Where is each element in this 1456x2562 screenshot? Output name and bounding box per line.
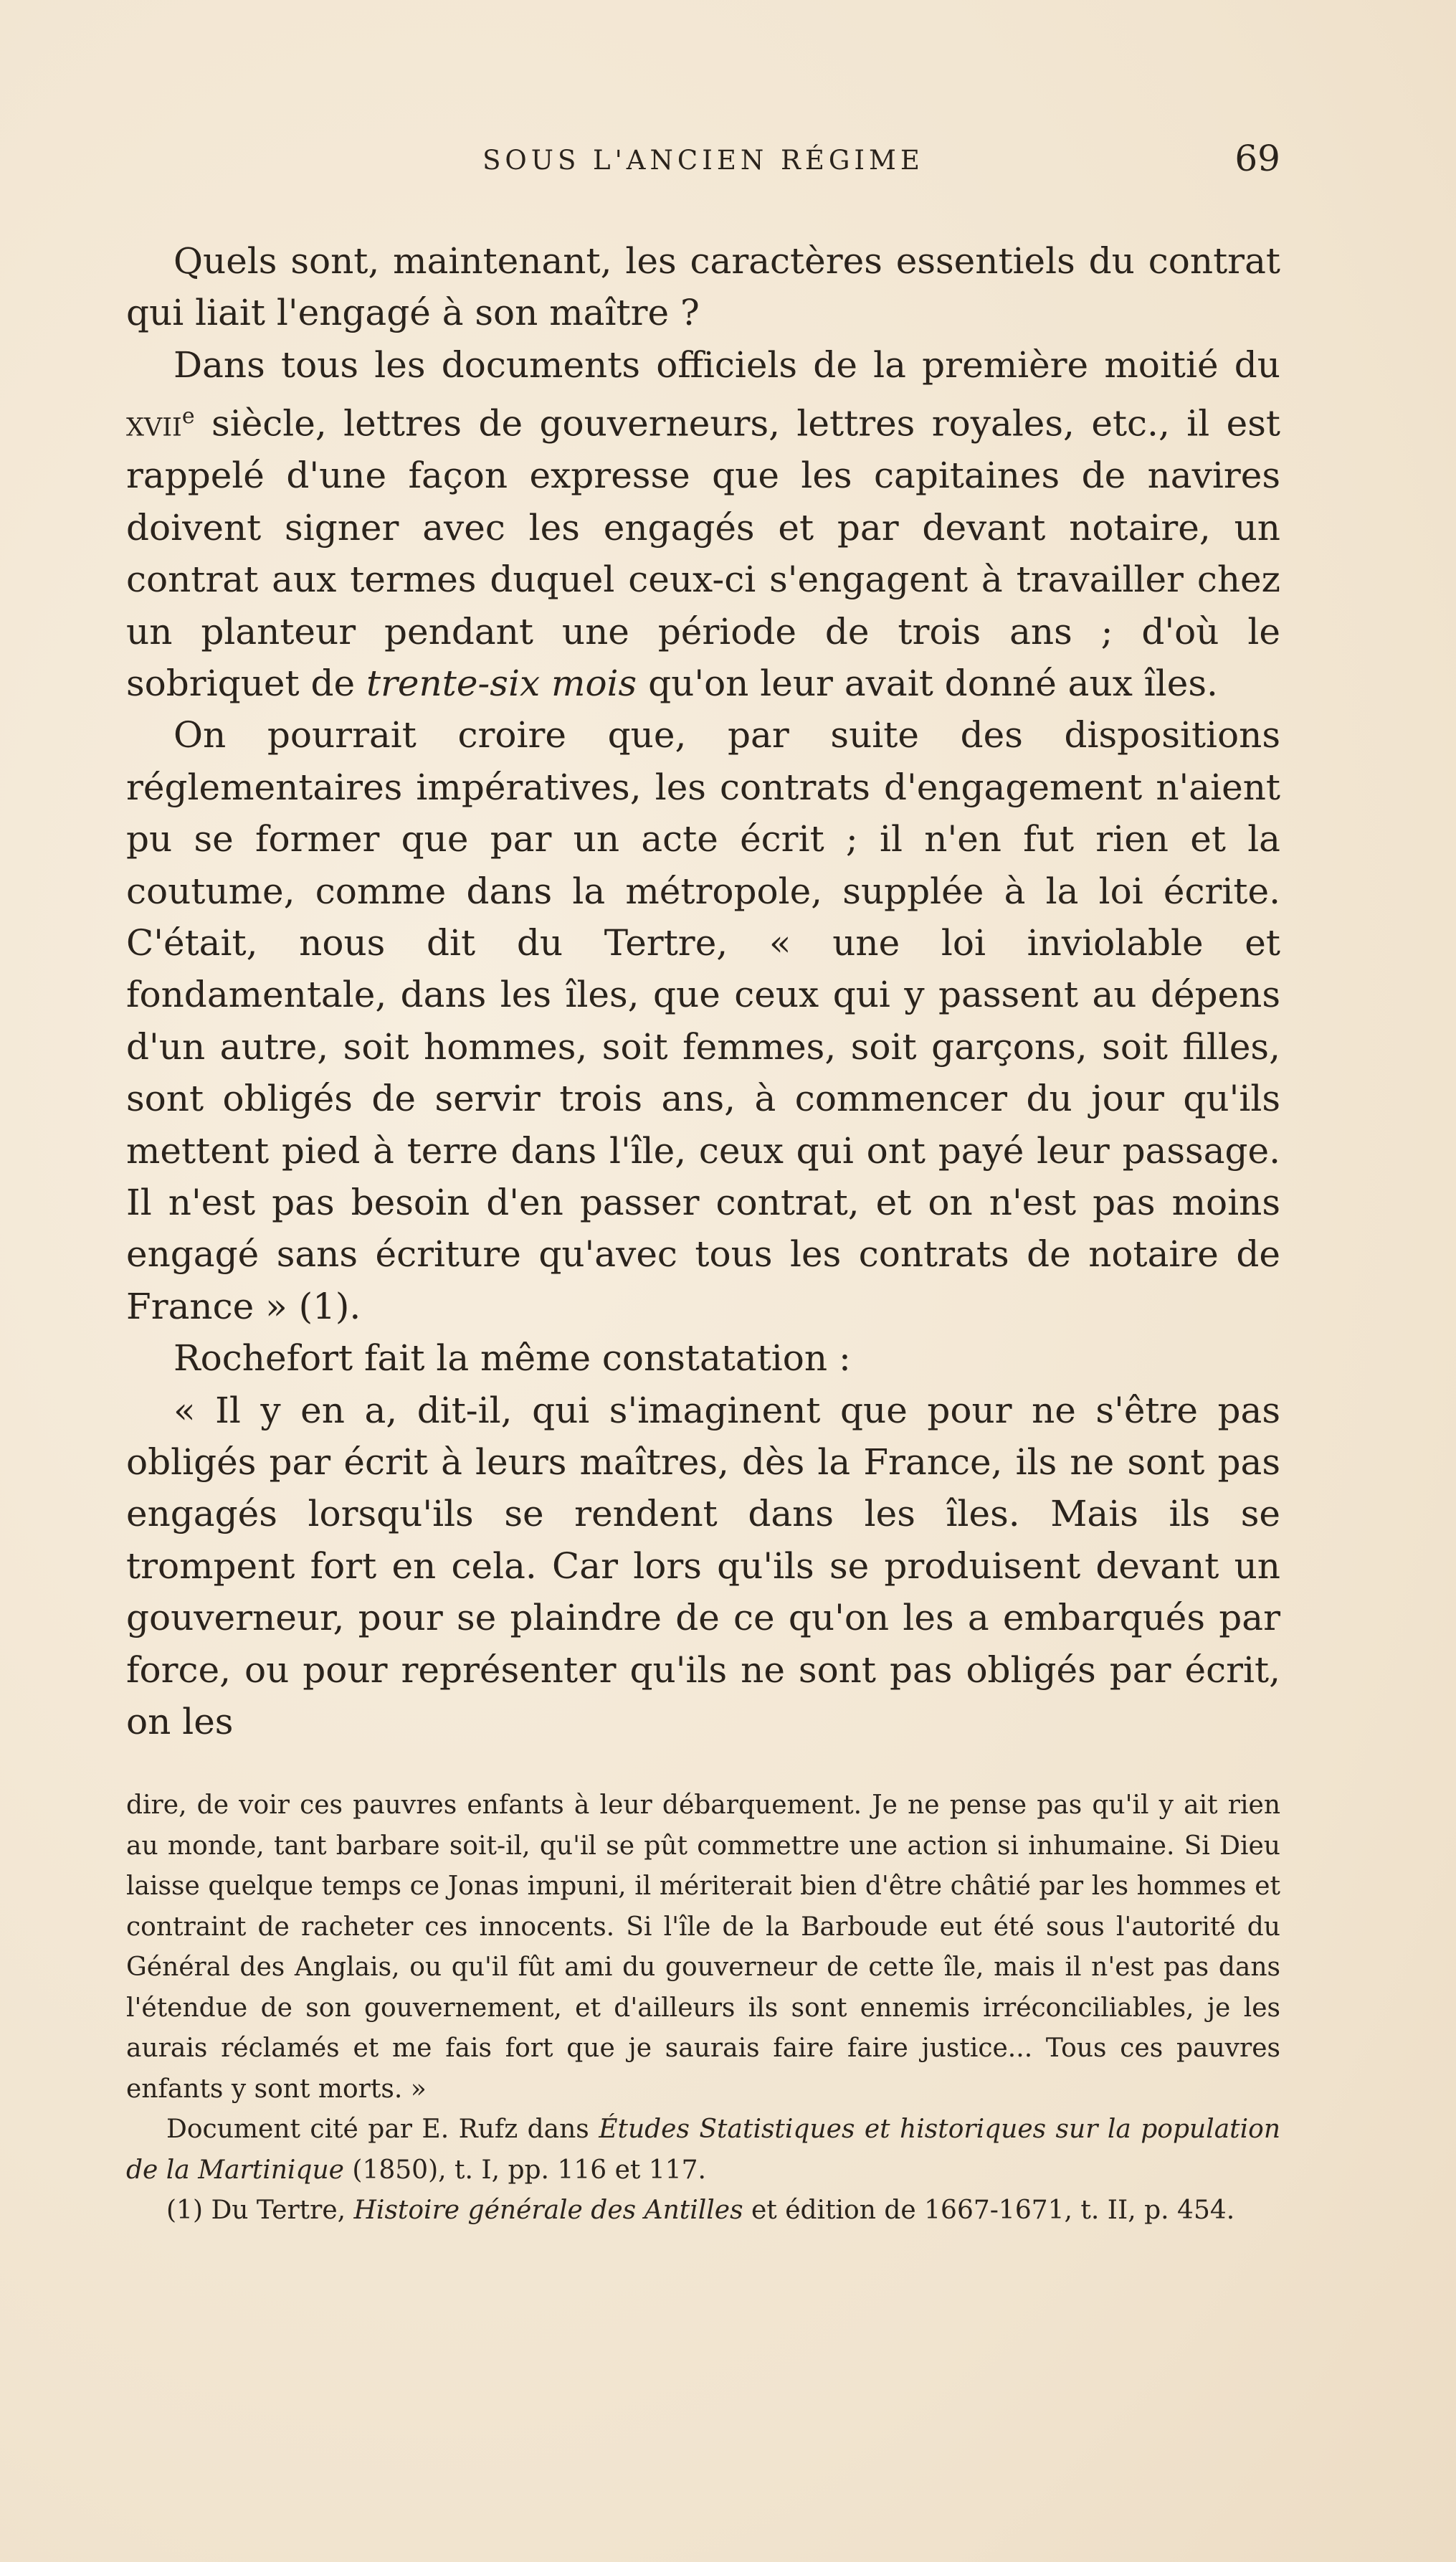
paragraph-2 [126,339,1280,710]
footnote-1 [126,2191,1280,2231]
century-numeral: xvii [126,402,182,445]
paragraph-4: Rochefort fait la même constatation : [173,1337,851,1380]
footnotes [126,1785,1280,2231]
running-title: SOUS L'ANCIEN RÉGIME [482,145,924,176]
paragraph-1: Quels sont, maintenant, les caractères essentiels du contrat qui liait l'engagé à son maître ? [126,240,1280,334]
footnote-source [126,2110,1280,2191]
page-header [126,138,1280,188]
paragraph-2-end: qu'on leur avait donné aux îles. [637,662,1218,704]
footnote-1-title: Histoire générale des Antilles [353,2196,743,2225]
paragraph-2-text-cont: siècle, lettres de gouverneurs, lettres royales, etc., il est rappelé d'une façon expresse que les capitaines de navires doivent signer avec les engagés et par devant notaire, un contrat aux termes duquel ceux-ci s'engagent à travailler chez un planteur pendant une période de trois ans ; d'où le sobriquet de [126,402,1280,704]
century-superscript: e [181,404,195,430]
italic-nickname: trente-six mois [366,662,637,704]
footnote-1-end: et édition de 1667-1671, t. II, p. 454. [743,2196,1235,2225]
footnote-1-text: (1) Du Tertre, [166,2196,354,2225]
paragraph-2-text: Dans tous les documents officiels de la première moitié du [173,343,1280,386]
footnote-source-text: Document cité par E. Rufz dans [166,2115,599,2144]
paragraph-5: « Il y en a, dit-il, qui s'imaginent que pour ne s'être pas obligés par écrit à leurs maîtres, dès la France, ils ne sont pas engagés lorsqu'ils se rendent dans les îles. Mais ils se trompent fort en cela. Car lors qu'ils se produisent devant un gouverneur, pour se plaindre de ce qu'on les a embarqués par force, ou pour représenter qu'ils ne sont pas obligés par écrit, on les [126,1389,1280,1743]
footnote-continuation: dire, de voir ces pauvres enfants à leur débarquement. Je ne pense pas qu'il y ait rien au monde, tant barbare soit-il, qu'il se pût commettre une action si inhumaine. Si Dieu laisse quelque temps ce Jonas impuni, il mériterait bien d'être châtié par les hommes et contraint de racheter ces innocents. Si l'île de la Barboude eut été sous l'autorité du Général des Anglais, ou qu'il fût ami du gouverneur de cette île, mais il n'est pas dans l'étendue de son gouvernement, et d'ailleurs ils sont ennemis irréconciliables, je les aurais réclamés et me fais fort que je saurais faire faire justice... Tous ces pauvres enfants y sont morts. » [126,1790,1280,2104]
footnote-source-end: (1850), t. I, pp. 116 et 117. [343,2155,706,2185]
page-number: 69 [1234,138,1280,179]
paragraph-3: On pourrait croire que, par suite des dispositions réglementaires impératives, les contrats d'engagement n'aient pu se former que par un acte écrit ; il n'en fut rien et la coutume, comme dans la métropole, supplée à la loi écrite. C'était, nous dit du Tertre, « une loi inviolable et fondamentale, dans les îles, que ceux qui y passent au dépens d'un autre, soit hommes, soit femmes, soit garçons, soit filles, sont obligés de servir trois ans, à commencer du jour qu'ils mettent pied à terre dans l'île, ceux qui ont payé leur passage. Il n'est pas besoin d'en passer contrat, et on n'est pas moins engagé sans écriture qu'avec tous les contrats de notaire de France » (1). [126,714,1280,1327]
main-text [126,235,1280,1747]
footnote-source-title: Études Statistiques et historiques sur la population de la Martinique [126,2115,1280,2185]
